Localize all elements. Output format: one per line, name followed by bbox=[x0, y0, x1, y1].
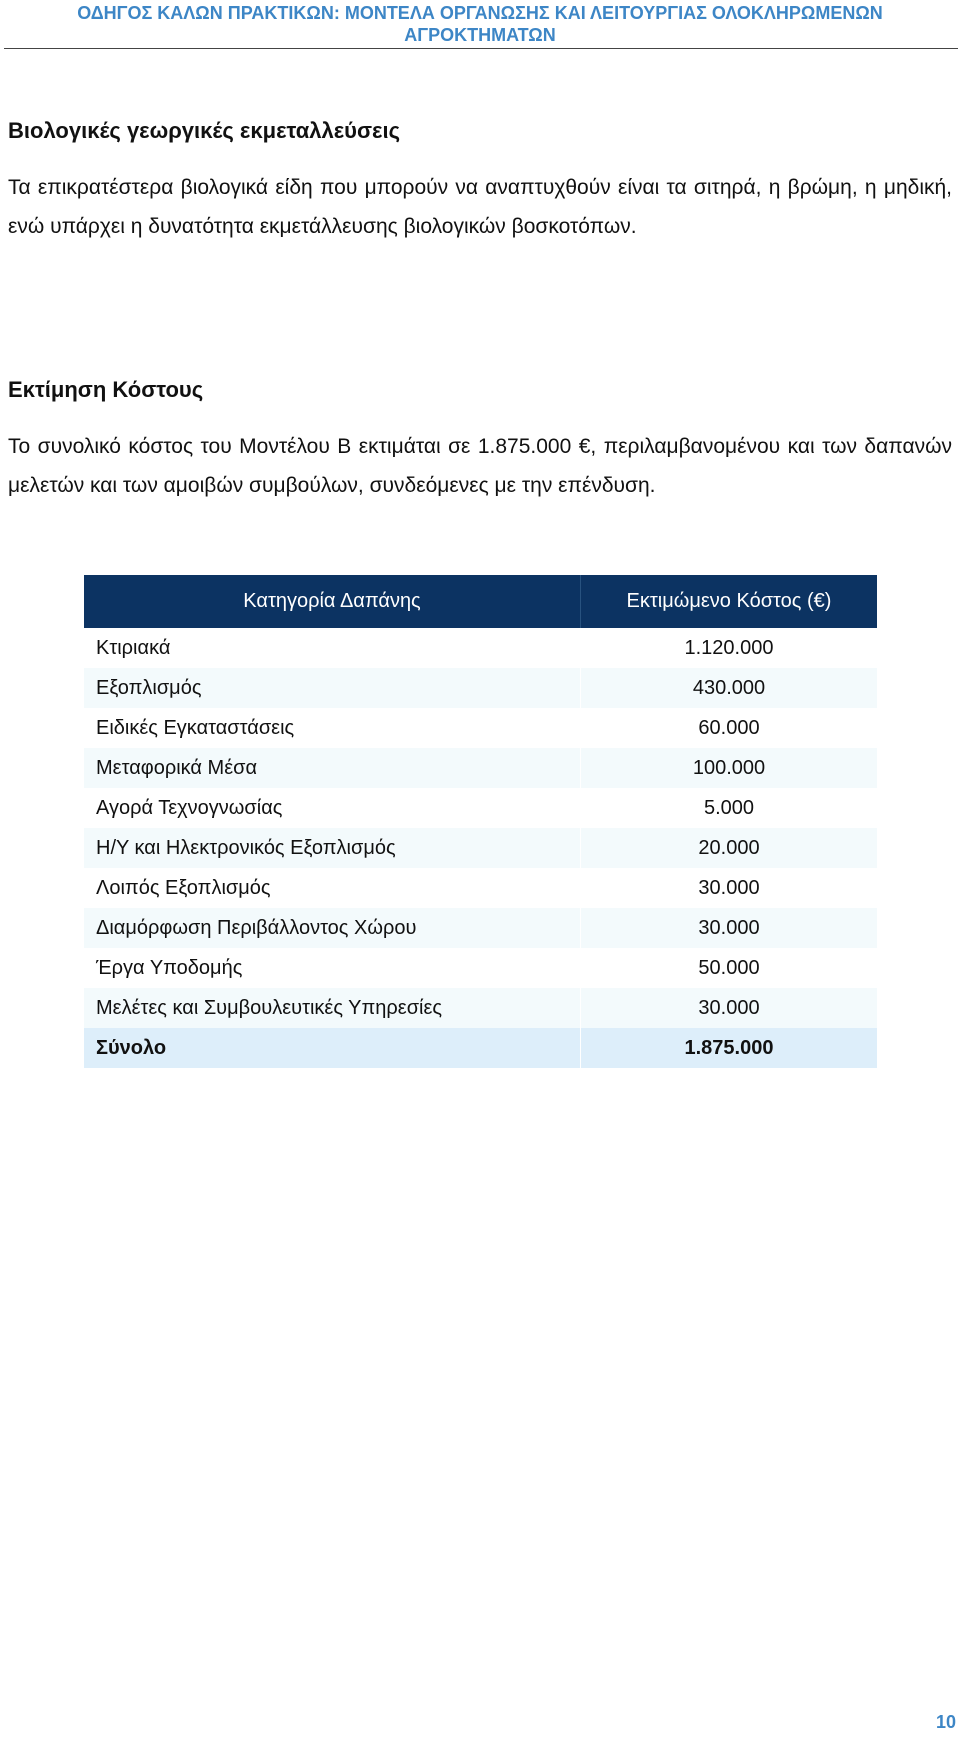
cost-cell: 60.000 bbox=[581, 708, 878, 748]
category-cell: Διαμόρφωση Περιβάλλοντος Χώρου bbox=[84, 908, 581, 948]
section-heading-organic: Βιολογικές γεωργικές εκμεταλλεύσεις bbox=[8, 118, 401, 143]
cost-cell: 30.000 bbox=[581, 988, 878, 1028]
paragraph-cost: Το συνολικό κόστος του Μοντέλου Β εκτιμάται σε 1.875.000 €, περιλαμβανομένου και των δαπανών μελετών και των αμοιβών συμβούλων, συνδεόμενες με την επένδυση. bbox=[8, 435, 952, 497]
table-row bbox=[84, 628, 877, 668]
category-cell: Κτιριακά bbox=[84, 628, 581, 668]
running-header bbox=[0, 0, 960, 46]
total-label-cell: Σύνολο bbox=[84, 1028, 581, 1068]
header-divider bbox=[4, 48, 958, 49]
cost-cell: 5.000 bbox=[581, 788, 878, 828]
table-row bbox=[84, 668, 877, 708]
table-row bbox=[84, 988, 877, 1028]
cost-cell: 20.000 bbox=[581, 828, 878, 868]
table-row bbox=[84, 908, 877, 948]
table-row bbox=[84, 868, 877, 908]
category-cell: Μεταφορικά Μέσα bbox=[84, 748, 581, 788]
cost-cell: 100.000 bbox=[581, 748, 878, 788]
table-row bbox=[84, 748, 877, 788]
running-header-line-2: ΑΓΡΟΚΤΗΜΑΤΩΝ bbox=[404, 25, 556, 45]
total-cost-cell: 1.875.000 bbox=[581, 1028, 878, 1068]
table-row bbox=[84, 708, 877, 748]
category-cell: Ειδικές Εγκαταστάσεις bbox=[84, 708, 581, 748]
category-cell: Αγορά Τεχνογνωσίας bbox=[84, 788, 581, 828]
column-header-category: Κατηγορία Δαπάνης bbox=[84, 575, 581, 628]
cost-cell: 430.000 bbox=[581, 668, 878, 708]
cost-table bbox=[84, 575, 877, 1068]
paragraph-organic: Τα επικρατέστερα βιολογικά είδη που μπορούν να αναπτυχθούν είναι τα σιτηρά, η βρώμη, η μηδική, ενώ υπάρχει η δυνατότητα εκμετάλλευσης βιολογικών βοσκοτόπων. bbox=[8, 176, 952, 238]
page-number: 10 bbox=[935, 1712, 956, 1732]
table-total-row bbox=[84, 1028, 877, 1068]
cost-cell: 30.000 bbox=[581, 868, 878, 908]
cost-cell: 1.120.000 bbox=[581, 628, 878, 668]
cost-cell: 30.000 bbox=[581, 908, 878, 948]
category-cell: Έργα Υποδομής bbox=[84, 948, 581, 988]
category-cell: Η/Υ και Ηλεκτρονικός Εξοπλισμός bbox=[84, 828, 581, 868]
category-cell: Εξοπλισμός bbox=[84, 668, 581, 708]
column-header-cost: Εκτιμώμενο Κόστος (€) bbox=[581, 575, 878, 628]
table-row bbox=[84, 948, 877, 988]
table-header-row bbox=[84, 575, 877, 628]
table-row bbox=[84, 828, 877, 868]
category-cell: Μελέτες και Συμβουλευτικές Υπηρεσίες bbox=[84, 988, 581, 1028]
running-header-line-1: ΟΔΗΓΟΣ ΚΑΛΩΝ ΠΡΑΚΤΙΚΩΝ: ΜΟΝΤΕΛΑ ΟΡΓΑΝΩΣΗΣ ΚΑΙ ΛΕΙΤΟΥΡΓΙΑΣ ΟΛΟΚΛΗΡΩΜΕΝΩΝ bbox=[77, 3, 883, 23]
section-heading-cost: Εκτίμηση Κόστους bbox=[8, 377, 204, 402]
table-row bbox=[84, 788, 877, 828]
cost-cell: 50.000 bbox=[581, 948, 878, 988]
category-cell: Λοιπός Εξοπλισμός bbox=[84, 868, 581, 908]
